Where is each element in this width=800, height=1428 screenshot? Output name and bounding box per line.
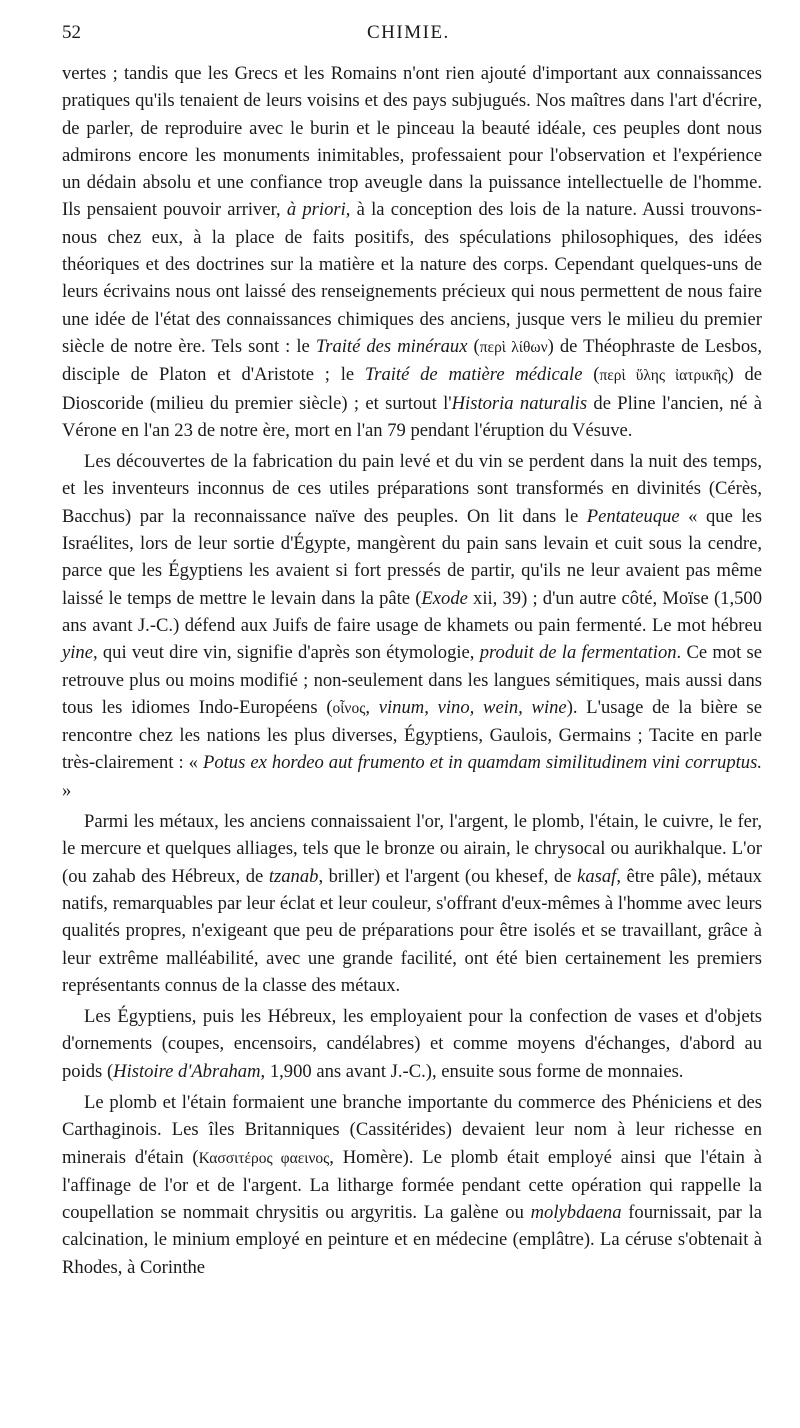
text-run: ) de Dioscoride (milieu du premier siècle) ; et surtout l' (62, 364, 763, 414)
text-run: Les découvertes de la fabrication du pain levé et du vin se perdent dans la nuit des temps, et les inventeurs inconnus de ces utiles préparations sont transformés en divinités (Cérès, Bacchus) par la reconnaissance naïve des peuples. On lit dans le (62, 451, 762, 527)
italic-text: à priori (286, 199, 346, 221)
greek-text: περὶ λίθων (479, 338, 548, 356)
greek-text: οἶνος (332, 699, 366, 717)
text-run: xii, 39) ; d'un autre côté, Moïse (1,500 ans avant J.-C.) défend aux Juifs de faire usage de khamets ou pain fermenté. Le mot hébreu (62, 587, 762, 636)
text-run: fournissait, par la calcination, le minium employé en peinture et en médecine (emplâtre). La céruse s'obtenait à Rhodes, à Corinthe (62, 1202, 762, 1278)
text-run: ( (582, 364, 600, 386)
italic-text: yine (62, 642, 93, 664)
italic-text: Traité de matière médicale (364, 364, 583, 386)
paragraph (62, 1003, 762, 1085)
running-title: CHIMIE. (367, 22, 450, 43)
page-header (62, 14, 762, 48)
greek-text: Κασσιτέρος φαεινος (198, 1149, 330, 1167)
body-text (62, 60, 762, 1285)
italic-text: Exode (421, 587, 468, 609)
paragraph (62, 448, 762, 804)
text-run: , à la conception des lois de la nature. Aussi trouvons-nous chez eux, à la place de faits positifs, des spéculations philosophiques, des idées théoriques et des doctrines sur la matière et la nature des corps. Cependant quelques-uns de leurs écrivains nous ont laissé des renseignements précieux qui nous permettent de nous faire une idée de l'état des connaissances chimiques des anciens, jusque vers le milieu du premier siècle de notre ère. Tels sont : le (62, 199, 762, 357)
text-run: , Homère). Le plomb était employé ainsi que l'étain à l'affinage de l'or et de l'argent. La litharge formée pendant cette opération qui rappelle la coupellation se nommait chrysitis ou argyritis. La galène ou (62, 1146, 762, 1224)
italic-text: Pentateuque (586, 505, 680, 527)
text-run: , briller) et l'argent (ou khesef, de (318, 865, 578, 887)
italic-text: vinum, vino, wein, wine (378, 696, 567, 718)
paragraph (62, 1089, 762, 1281)
text-run: » (62, 779, 72, 801)
text-run: de Pline l'ancien, né à Vérone en l'an 23 de notre ère, mort en l'an 79 pendant l'éruption du Vésuve. (62, 392, 762, 441)
text-run: Parmi les métaux, les anciens connaissaient l'or, l'argent, le plomb, l'étain, le cuivre, le fer, le mercure et quelques alliages, tels que le bronze ou airain, le chrysocal ou aurikhalque. L'or (ou zahab des Hébreux, de (62, 811, 762, 887)
text-run: , être pâle), métaux natifs, remarquables par leur éclat et leur couleur, s'offrant d'eux-mêmes à l'homme avec leurs qualités propres, n'exigeant que peu de préparations pour être isolés et se travaillant, grâce à leur extrême malléabilité, avec une grande facilité, ont été bien certainement les premiers représentants connus de la classe des métaux. (62, 865, 762, 996)
text-run: vertes ; tandis que les Grecs et les Romains n'ont rien ajouté d'important aux connaissances pratiques qu'ils tenaient de leurs voisins et des pays subjugués. Nos maîtres dans l'art d'écrire, de parler, de reproduire avec le burin et le pinceau la beauté idéale, ces peuples dont nous admirons encore les monuments inimitables, professaient pour l'observation et l'expérience un dédain absolu et une confiance trop aveugle dans la puissance intellectuelle de l'homme. Ils pensaient pouvoir arriver, (62, 63, 762, 221)
text-run: ). L'usage de la bière se rencontre chez les nations les plus diverses, Égyptiens, Gaulois, Germains ; Tacite en parle très-clairement : « (62, 696, 762, 774)
italic-text: molybdaena (530, 1202, 622, 1224)
text-run: . Ce mot se retrouve plus ou moins modifié ; non-seulement dans les langues sémitiques, mais aussi dans tous les idiomes Indo-Européens ( (62, 642, 763, 718)
text-run: ( (467, 335, 480, 357)
paragraph (62, 808, 762, 999)
text-run: , qui veut dire vin, signifie d'après son étymologie, (92, 642, 480, 664)
italic-text: produit de la fermentation (479, 642, 677, 664)
italic-text: Histoire d'Abraham (113, 1060, 261, 1082)
text-run: , (365, 696, 379, 718)
text-run: ) de Théophraste de Lesbos, disciple de Platon et d'Aristote ; le (62, 335, 763, 386)
italic-text: Historia naturalis (451, 392, 588, 414)
italic-text: kasaf (577, 865, 617, 887)
page-number: 52 (62, 22, 81, 43)
italic-text: tzanab (268, 865, 319, 887)
italic-text: Traité des minéraux (315, 335, 468, 357)
text-run: Le plomb et l'étain formaient une branche importante du commerce des Phéniciens et des Carthaginois. Les îles Britanniques (Cassitérides) devaient leur nom à leur richesse en minerais d'étain ( (62, 1091, 762, 1168)
text-run: , 1,900 ans avant J.-C.), ensuite sous forme de monnaies. (260, 1060, 684, 1082)
paragraph (62, 60, 762, 444)
text-run: « que les Israélites, lors de leur sortie d'Égypte, mangèrent du pain sans levain et cuit sous la cendre, parce que les Égyptiens les avaient si fort pressés de partir, qu'ils ne leur avaient pas même laissé le temps de mettre le levain dans la pâte ( (62, 505, 763, 609)
italic-text: Potus ex hordeo aut frumento et in quamdam similitudinem vini corruptus. (202, 752, 762, 774)
greek-text: περὶ ὕλης ἰατρικῆς (599, 367, 728, 385)
text-run: Les Égyptiens, puis les Hébreux, les employaient pour la confection de vases et d'objets d'ornements (coupes, encensoirs, candélabres) et comme moyens d'échanges, d'abord au poids ( (62, 1006, 762, 1082)
